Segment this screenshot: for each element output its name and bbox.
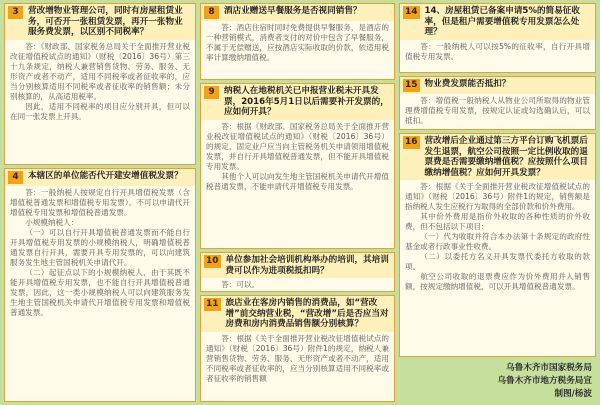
qa-number-badge: 9 [204,86,219,99]
qa-card-header [400,77,595,94]
qa-answer-paragraph: 答：根据《财政部、国家税务总局关于全面推开营业税改征增值税试点的通知》（财税〔2016〕36号）的规定，固定业户应当向主管税务机关申请领用增值税发票，并自行开具增值税普通发票，但不能开具增值税专用发票。 [206,121,389,171]
qa-answer-paragraph: 航空公司收取的退票费应作为价外费用并入销售额，按规定缴纳增值税，可以开具增值税普通发票。 [405,272,590,291]
qa-card-16 [399,133,596,357]
qa-answer-paragraph: （二）起征点以下的小规模纳税人，由于其既不能开具增值税专用发票，也不能自行开具增值税普通发票，因此，这一类小规模纳税人可以向建筑服务发生地主管国税机关申请代开增值税专用发票和增值税普通发票。 [10,268,190,317]
qa-answer-paragraph: 因此，适用不同税率的项目应分别开具，但可以在同一张发票上开具。 [10,101,190,121]
graphic-credit: 制图/杨波 [554,389,592,399]
qa-card-header [201,4,394,21]
qa-card-8 [200,3,395,80]
qa-number-badge: 15 [405,80,418,90]
qa-number-badge: 8 [204,6,219,19]
qa-card-header [201,253,394,278]
qa-answer [400,180,595,294]
qa-answer [201,120,394,194]
qa-answer [201,21,394,65]
qa-number-badge: 3 [8,6,23,19]
qa-question: 物业费发票能否抵扣？ [424,79,511,89]
qa-card-9 [200,83,395,249]
qa-answer-paragraph: 其他个人可以向发生地主管国税机关申请代开增值税普通发票，不能申请代开增值税专用发票。 [206,171,389,191]
qa-answer-paragraph: 答：根据《关于全面推开营业税改征增值税试点的通知》（财税〔2016〕36号）附件1的规定，销售额是指纳税人发生应税行为取得的全部价款和价外费用。 [405,182,590,211]
qa-question: 酒店业赠送早餐服务是否视同销售？ [224,6,362,16]
qa-answer-paragraph: 小规模纳税人： [25,218,79,227]
qa-answer-paragraph: 答：可以。 [221,280,260,289]
qa-card-15 [399,76,596,130]
qa-question: 14、房屋租赁已备案申请5%的简易征收率，但是租户需要增值税专用发票怎么处理？ [424,6,580,37]
qa-answer-paragraph: （二）以委托方名义开具发票代委托方收取的款项。 [405,252,590,271]
qa-answer-paragraph: 答：根据《关于全面推开营业税改征增值税试点的通知》（财税〔2016〕36号）附件1的规定，纳税人兼营销售货物、劳务、服务、无形资产或者不动产，适用不同税率或者征收率的，应当分别核算适用不同税率或者征收率的销售额 [206,333,389,383]
qa-answer [201,332,394,386]
qa-number-badge: 4 [8,171,23,184]
qa-card-header [5,4,195,40]
qa-answer [400,40,595,64]
credits [497,362,592,401]
qa-card-14 [399,3,596,73]
qa-card-4 [4,168,196,402]
qa-number-badge: 14 [405,7,418,17]
qa-number-badge: 10 [206,256,219,266]
qa-answer-paragraph: （一）可以自行开具增值税普通发票而不能自行开具增值税专用发票的小规模纳税人，明确增值税普通发票自行开具，需要开具专用发票的，可以向建筑服务发生地主管国税机关申请代开。 [10,228,190,267]
qa-card-header [400,4,595,40]
qa-answer-paragraph: 答：《财政部、国家税务总局关于全面推开营业税改征增值税试点的通知》（财税〔2016〕36号）第三十九条规定，纳税人兼营销售货物、劳务、服务、无形资产或者不动产，适用不同税率或者征收率的，应当分别核算适用不同税率或者征收率的销售额；未分别核算的，从高适用税率。 [10,41,190,101]
qa-answer-paragraph: 答：增值税一般纳税人从物业公司所取得的物业管理费增值税专用发票，按规定认证或勾选确认后，可以抵扣。 [405,96,590,125]
qa-question: 营改增后企业通过第三方平台订购飞机票后发生退票，航空公司按照一定比例收取的退票费是否需要缴纳增值税？应按照什么项目缴纳增值税？应如何开具发票？ [424,136,588,178]
qa-question: 本辖区的单位能否代开建安增值税发票？ [28,171,183,181]
qa-answer-paragraph: 答：酒店住宿时同时免费提供早餐服务，是酒店的一种营销模式，消费者支付的对价中包含了早餐服务，不属于无偿赠送，应按酒店实际收取的价款，依适用税率计算缴纳增值税。 [206,23,389,62]
qa-answer [5,40,195,124]
qa-answer [400,94,595,128]
qa-question: 旅店业在客房内销售的消费品，如“营改增”前交纳营业税，“营改增”后是否应当对房费和房内消费品销售额分别核算？ [225,298,389,329]
qa-answer-paragraph: 答：一般纳税人可以按5%的征收率，自行开具增值税专用发票。 [405,41,590,61]
qa-card-header [5,169,195,186]
qa-card-header [201,296,394,332]
qa-answer-paragraph: 其中价外费用是指价外收取的各种性质的价外收费，但不包括以下项目： [405,212,590,231]
qa-card-3 [4,3,196,165]
qa-answer-paragraph: （一）代为收取并符合本办法第十条规定的政府性基金或者行政事业性收费。 [405,232,590,251]
qa-number-badge: 16 [405,137,418,147]
qa-answer [201,278,394,292]
qa-card-10 [200,252,395,292]
qa-card-header [400,134,595,180]
qa-card-11 [200,295,395,402]
publisher-national-tax-bureau: 乌鲁木齐市国家税务局 [506,363,592,373]
qa-question: 营改增物业管理公司，同时有房屋租赁业务，可否开一张租赁发票，再开一张物业服务费发票，以区别不同税率？ [28,6,183,37]
qa-number-badge: 11 [206,299,219,309]
qa-card-header [201,84,394,120]
publisher-local-tax-bureau: 乌鲁木齐市地方税务局宣 [497,376,592,386]
qa-answer [5,186,195,320]
qa-answer-paragraph: 答：一般纳税人按规定自行开具增值税发票（含增值税普通发票和增值税专用发票）。不可以申请代开增值税专用发票和增值税普通发票。 [10,188,190,217]
qa-question: 纳税人在地税机关已申报营业税未开具发票，2016年5月1日以后需要补开发票的，应如何开具？ [224,86,389,117]
qa-question: 单位参加社会培训机构举办的培训，其培训费可以作为进项税抵扣吗？ [225,255,389,276]
